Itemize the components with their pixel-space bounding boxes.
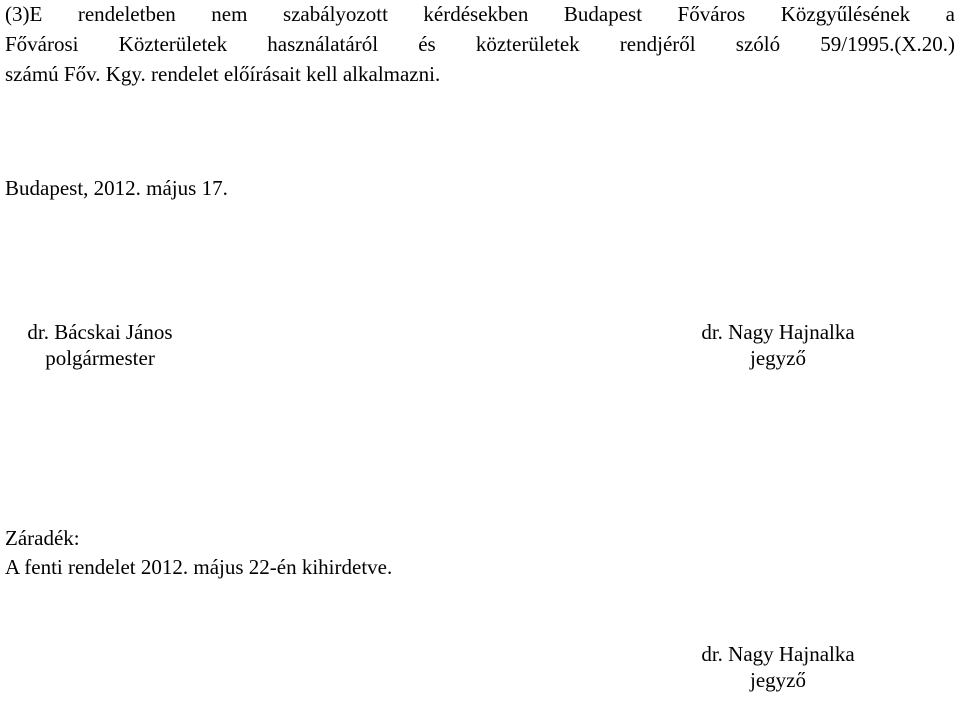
- clause-signature-name: dr. Nagy Hajnalka: [701, 642, 855, 666]
- mayor-signature-block: [5, 319, 195, 371]
- paragraph-3-line-3: számú Főv. Kgy. rendelet előírásait kell alkalmazni.: [5, 62, 441, 86]
- notary-name: dr. Nagy Hajnalka: [701, 320, 855, 344]
- place-date: Budapest, 2012. május 17.: [5, 176, 228, 200]
- paragraph-3-line-2: Fővárosi Közterületek használatáról és közterületek rendjéről szóló 59/1995.(X.20.): [5, 32, 955, 56]
- clause-heading: Záradék:: [5, 526, 80, 550]
- mayor-name: dr. Bácskai János: [27, 320, 173, 344]
- mayor-title: polgármester: [45, 346, 155, 370]
- notary-signature-block: [678, 319, 878, 371]
- notary-title: jegyző: [750, 346, 806, 370]
- clause-signature-title: jegyző: [750, 668, 806, 692]
- paragraph-3-line-1: (3)E rendeletben nem szabályozott kérdésekben Budapest Főváros Közgyűlésének a: [5, 2, 955, 26]
- clause-signature-block: [678, 641, 878, 693]
- clause-text: A fenti rendelet 2012. május 22-én kihirdetve.: [5, 555, 393, 579]
